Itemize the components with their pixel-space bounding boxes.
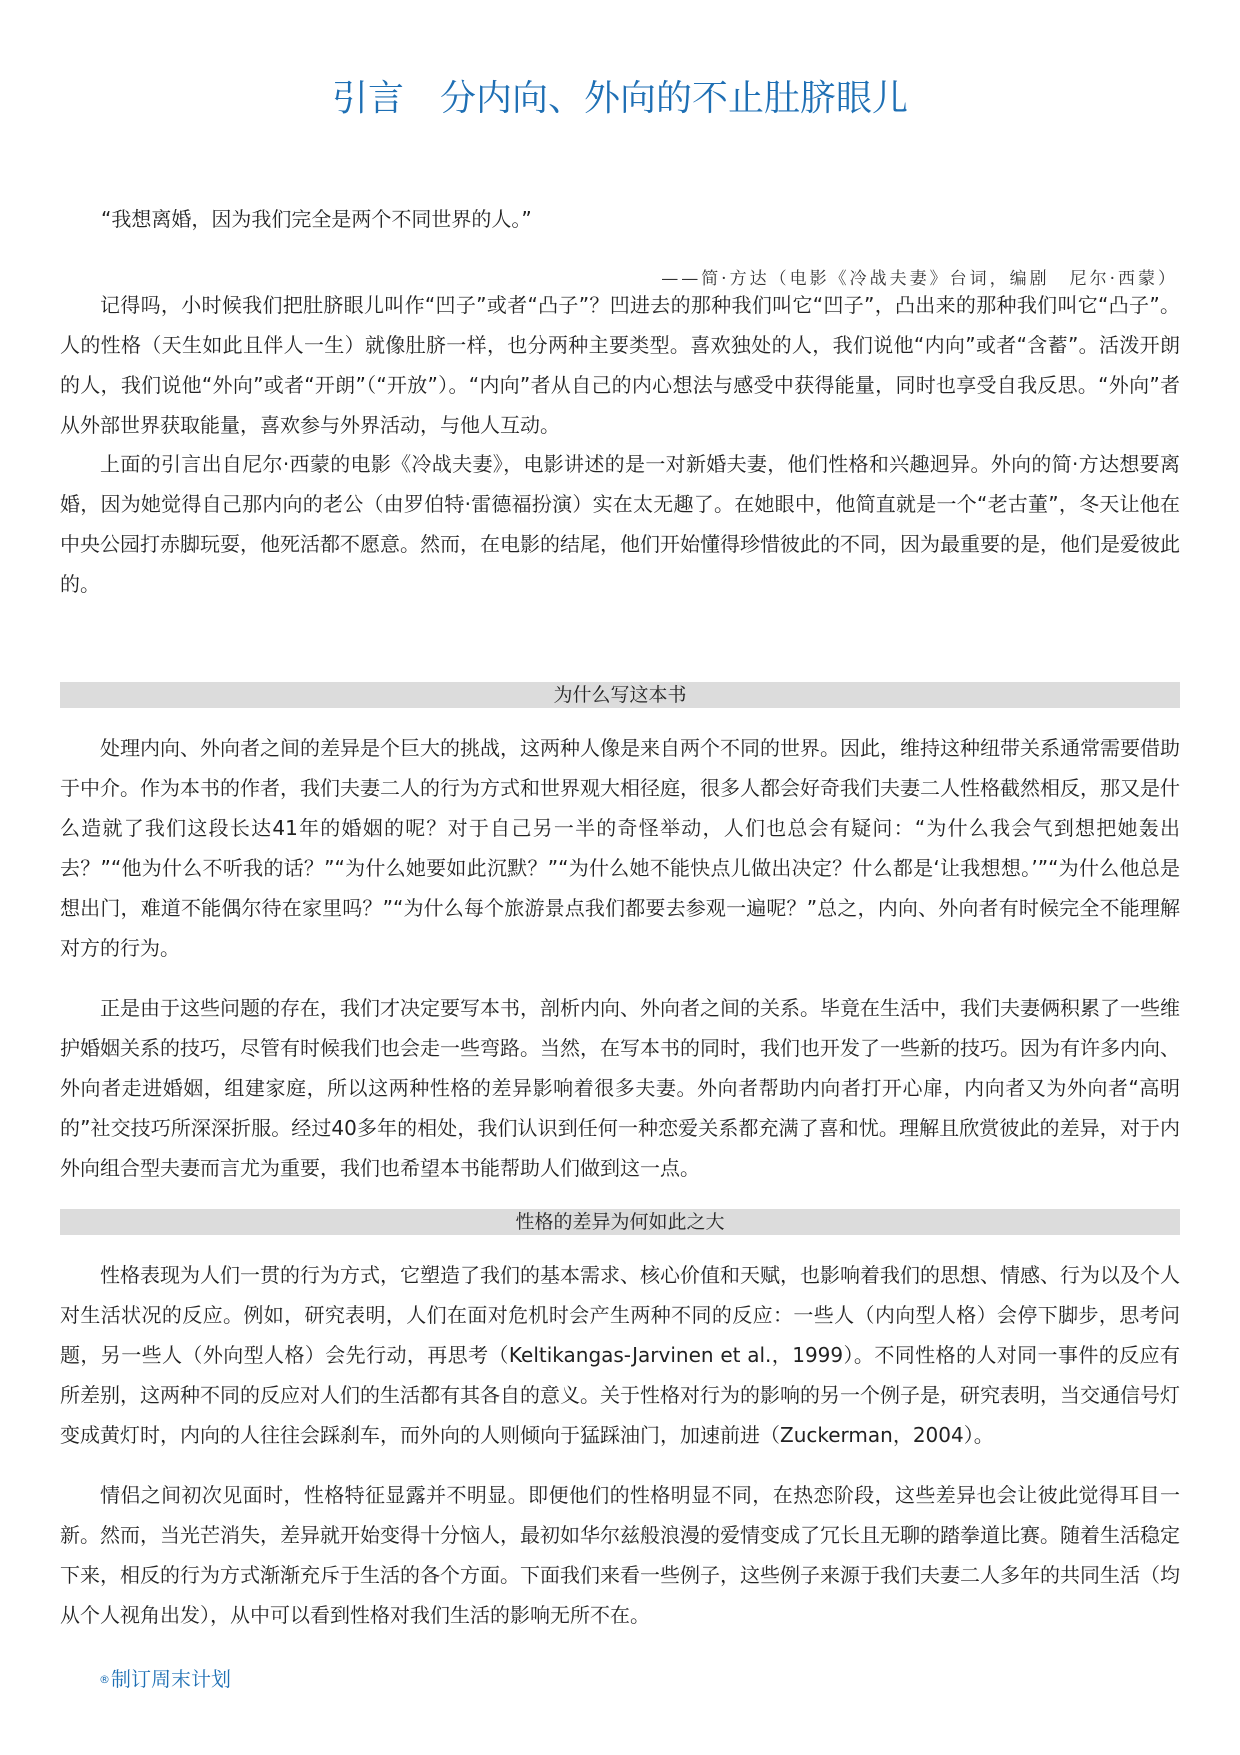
section-heading: 性格的差异为何如此之大 [60, 1209, 1180, 1235]
body-paragraph: 性格表现为人们一贯的行为方式，它塑造了我们的基本需求、核心价值和天赋，也影响着我们的思想、情感、行为以及个人对生活状况的反应。例如，研究表明，人们在面对危机时会产生两种不同的反应：一些人（内向型人格）会停下脚步，思考问题，另一些人（外向型人格）会先行动，再思考（Keltikangas-Jarvinen et al.，1999）。不同性格的人对同一事件的反应有所差别，这两种不同的反应对人们的生活都有其各自的意义。关于性格对行为的影响的另一个例子是，研究表明，当交通信号灯变成黄灯时，内向的人往往会踩刹车，而外向的人则倾向于猛踩油门，加速前进（Zuckerman，2004）。 [60, 1263, 1180, 1447]
body-paragraph: 情侣之间初次见面时，性格特征显露并不明显。即便他们的性格明显不同，在热恋阶段，这些差异也会让彼此觉得耳目一新。然而，当光芒消失，差异就开始变得十分恼人，最初如华尔兹般浪漫的爱情变成了冗长且无聊的踏拳道比赛。随着生活稳定下来，相反的行为方式渐渐充斥于生活的各个方面。下面我们来看一些例子，这些例子来源于我们夫妻二人多年的共同生活（均从个人视角出发），从中可以看到性格对我们生活的影响无所不在。 [60, 1483, 1180, 1627]
registered-mark-icon: ® [99, 1673, 110, 1686]
intro-paragraph: 记得吗，小时候我们把肚脐眼儿叫作“凹子”或者“凸子”？凹进去的那种我们叫它“凹子”，凸出来的那种我们叫它“凸子”。人的性格（天生如此且伴人一生）就像肚脐一样，也分两种主要类型。喜欢独处的人，我们说他“内向”或者“含蓄”。活泼开朗的人，我们说他“外向”或者“开朗”（“开放”）。“内向”者从自己的内心想法与感受中获得能量，同时也享受自我反思。“外向”者从外部世界获取能量，喜欢参与外界活动，与他人互动。 [60, 293, 1180, 437]
intro-paragraph: 上面的引言出自尼尔·西蒙的电影《冷战夫妻》，电影讲述的是一对新婚夫妻，他们性格和兴趣迥异。外向的简·方达想要离婚，因为她觉得自己那内向的老公（由罗伯特·雷德福扮演）实在太无趣了。在她眼中，他简直就是一个“老古董”，冬天让他在中央公园打赤脚玩耍，他死活都不愿意。然而，在电影的结尾，他们开始懂得珍惜彼此的不同，因为最重要的是，他们是爱彼此的。 [60, 452, 1180, 596]
body-paragraph: 正是由于这些问题的存在，我们才决定要写本书，剖析内向、外向者之间的关系。毕竟在生活中，我们夫妻俩积累了一些维护婚姻关系的技巧，尽管有时候我们也会走一些弯路。当然，在写本书的同时，我们也开发了一些新的技巧。因为有许多内向、外向者走进婚姻，组建家庭，所以这两种性格的差异影响着很多夫妻。外向者帮助内向者打开心扉，内向者又为外向者“高明的”社交技巧所深深折服。经过40多年的相处，我们认识到任何一种恋爱关系都充满了喜和忧。理解且欣赏彼此的差异，对于内外向组合型夫妻而言尤为重要，我们也希望本书能帮助人们做到这一点。 [60, 996, 1180, 1180]
footer-brand-logo [99, 1664, 231, 1695]
section-heading: 为什么写这本书 [60, 682, 1180, 708]
page-title: 引言 分内向、外向的不止肚脐眼儿 [331, 78, 908, 119]
epigraph-attribution: ——简·方达（电影《冷战夫妻》台词，编剧 尼尔·西蒙） [661, 269, 1178, 289]
epigraph-quote: “我想离婚，因为我们完全是两个不同世界的人。” [101, 207, 532, 231]
body-paragraph: 处理内向、外向者之间的差异是个巨大的挑战，这两种人像是来自两个不同的世界。因此，维持这种纽带关系通常需要借助于中介。作为本书的作者，我们夫妻二人的行为方式和世界观大相径庭，很多人都会好奇我们夫妻二人性格截然相反，那又是什么造就了我们这段长达41年的婚姻的呢？对于自己另一半的奇怪举动，人们也总会有疑问：“为什么我会气到想把她轰出去？”“他为什么不听我的话？”“为什么她要如此沉默？”“为什么她不能快点儿做出决定？什么都是‘让我想想。’”“为什么他总是想出门，难道不能偶尔待在家里吗？”“为什么每个旅游景点我们都要去参观一遍呢？”总之，内向、外向者有时候完全不能理解对方的行为。 [60, 736, 1180, 960]
footer-brand-text: 制订周末计划 [111, 1667, 231, 1691]
